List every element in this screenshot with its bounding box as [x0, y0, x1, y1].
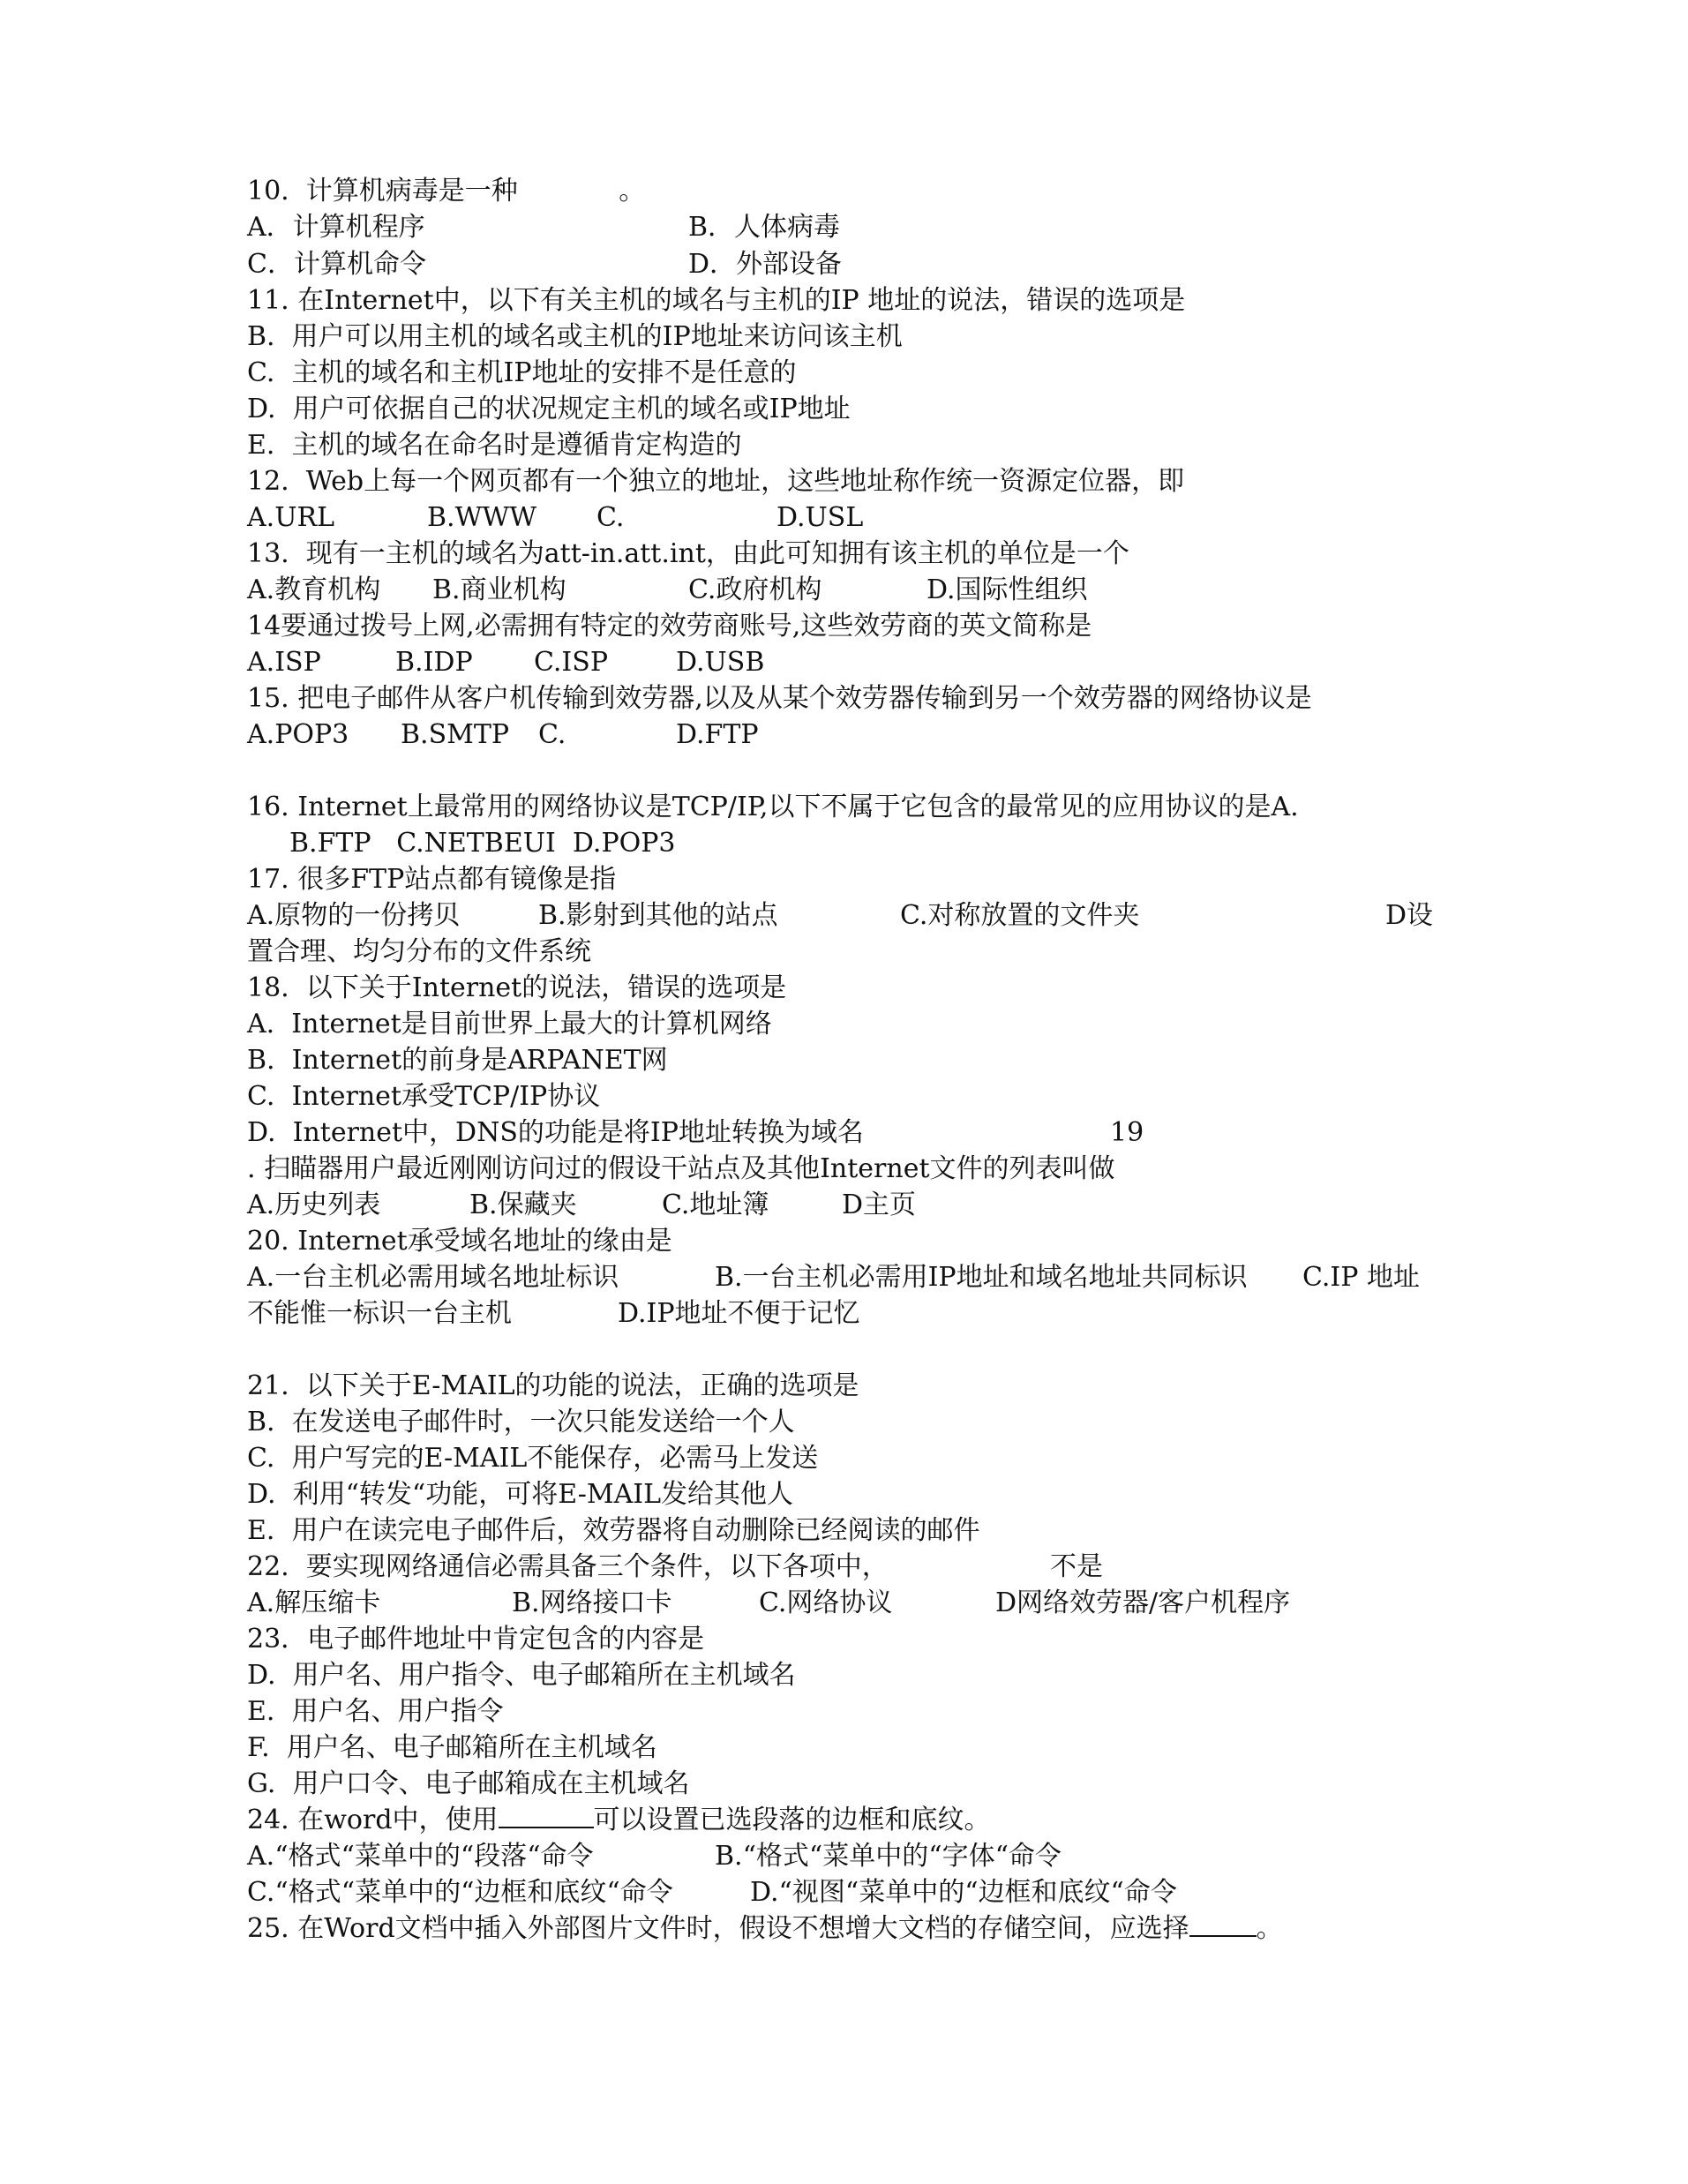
q24-option-d: D.“视图“菜单中的“边框和底纹“命令: [750, 1877, 1177, 1908]
q15-stem: 15. 把电子邮件从客户机传输到效劳器,以及从某个效劳器传输到另一个效劳器的网络协议是: [247, 683, 1312, 714]
q12-option-b: B.WWW: [427, 502, 537, 533]
q21-option-e: E. 用户在读完电子邮件后，效劳器将自动删除已经阅读的邮件: [247, 1515, 980, 1546]
q18-option-b: B. Internet的前身是ARPANET网: [247, 1045, 668, 1076]
q18-option-c: C. Internet承受TCP/IP协议: [247, 1081, 601, 1112]
q13-option-a: A.教育机构: [247, 574, 381, 605]
q11-option-e: E. 主机的域名在命名时是遵循肯定构造的: [247, 430, 742, 461]
q18-option-d: D. Internet中，DNS的功能是将IP地址转换为域名: [247, 1117, 864, 1148]
q24-answer-blank: [499, 1827, 594, 1828]
q10-options-row2: [247, 247, 843, 282]
q17-stem: 17. 很多FTP站点都有镜像是指: [247, 864, 617, 895]
q17-option-d-continued: 置合理、均匀分布的文件系统: [247, 936, 591, 967]
q11-option-c: C. 主机的域名和主机IP地址的安排不是任意的: [247, 357, 797, 388]
q22-option-c: C.网络协议: [759, 1587, 893, 1618]
q25-stem-pre: 25. 在Word文档中插入外部图片文件时，假设不想增大文档的存储空间，应选择: [247, 1913, 1189, 1944]
q15-option-c: C.: [538, 719, 566, 750]
q23-option-e: E. 用户名、用户指令: [247, 1696, 504, 1727]
q22-option-b: B.网络接口卡: [512, 1587, 672, 1618]
q22-stem-row: [247, 1550, 1103, 1585]
q20-options-row2: [247, 1296, 860, 1332]
q19-option-c: C.地址簿: [662, 1190, 769, 1220]
q22-options: [247, 1586, 1291, 1621]
q10-option-b: B．人体病毒: [688, 212, 841, 243]
q11-stem: 11. 在Internet中，以下有关主机的域名与主机的IP 地址的说法，错误的选项是: [247, 285, 1186, 316]
q17-options: [247, 898, 1434, 934]
q10-option-d: D．外部设备: [688, 249, 843, 280]
q11-option-b: B. 用户可以用主机的域名或主机的IP地址来访问该主机: [247, 321, 903, 352]
q12-option-a: A.URL: [247, 502, 334, 533]
q25-stem-post: 。: [1256, 1913, 1283, 1944]
q12-option-c: C.: [596, 502, 625, 533]
q13-option-d: D.国际性组织: [927, 574, 1088, 605]
q18-stem: 18. 以下关于Internet的说法，错误的选项是: [247, 972, 787, 1003]
q23-option-f: F. 用户名、电子邮箱所在主机域名: [247, 1732, 657, 1763]
q23-stem: 23．电子邮件地址中肯定包含的内容是: [247, 1624, 705, 1655]
q19-option-a: A.历史列表: [247, 1190, 381, 1220]
q23-option-g: G. 用户口令、电子邮箱成在主机域名: [247, 1768, 690, 1799]
q23-option-d: D. 用户名、用户指令、电子邮箱所在主机域名: [247, 1660, 796, 1691]
q17-option-d: D设: [1385, 900, 1434, 931]
q22-option-a: A.解压缩卡: [247, 1587, 381, 1618]
q12-options: [247, 500, 864, 536]
q20-option-b: B.一台主机必需用IP地址和域名地址共同标识: [715, 1262, 1248, 1293]
q13-option-c: C.政府机构: [688, 574, 822, 605]
q24-options-row1: [247, 1839, 1062, 1874]
q20-option-c-continued: 不能惟一标识一台主机: [247, 1298, 512, 1329]
q24-option-b: B.“格式“菜单中的“字体“命令: [715, 1841, 1062, 1872]
q19-options: [247, 1188, 917, 1223]
q16-stem: 16. Internet上最常用的网络协议是TCP/IP,以下不属于它包含的最常见的应用协议的是A.: [247, 792, 1299, 822]
q24-option-a: A.“格式“菜单中的“段落“命令: [247, 1841, 594, 1872]
q18-option-a: A. Internet是目前世界上最大的计算机网络: [247, 1009, 772, 1039]
q11-option-d: D. 用户可依据自己的状况规定主机的域名或IP地址: [247, 394, 851, 424]
q13-option-b: B.商业机构: [432, 574, 566, 605]
q24-stem: [247, 1803, 991, 1838]
q12-stem: 12. Web上每一个网页都有一个独立的地址，这些地址称作统一资源定位器，即: [247, 466, 1185, 497]
q10-option-a: A．计算机程序: [247, 212, 425, 243]
q14-stem: 14要通过拨号上网,必需拥有特定的效劳商账号,这些效劳商的英文简称是: [247, 611, 1092, 642]
q24-stem-pre: 24. 在word中，使用: [247, 1805, 499, 1835]
q13-options: [247, 573, 1088, 608]
q10-option-c: C．计算机命令: [247, 249, 426, 280]
q15-option-d: D.FTP: [676, 719, 759, 750]
q10-options-row1: [247, 210, 841, 245]
q14-option-c: C.ISP: [534, 647, 609, 678]
q22-stem-tail: 不是: [1050, 1551, 1103, 1582]
q25-stem: [247, 1911, 1283, 1947]
q21-option-d: D. 利用“转发“功能，可将E-MAIL发给其他人: [247, 1479, 794, 1510]
q24-options-row2: [247, 1875, 1177, 1910]
q16-options: B.FTP C.NETBEUI D.POP3: [289, 828, 676, 859]
q19-option-b: B.保藏夹: [469, 1190, 577, 1220]
q24-stem-post: 可以设置已选段落的边框和底纹。: [593, 1805, 991, 1835]
q14-option-d: D.USB: [676, 647, 765, 678]
q14-options: [247, 645, 765, 680]
q18-option-d-row: [247, 1115, 1144, 1151]
q20-option-a: A.一台主机必需用域名地址标识: [247, 1262, 619, 1293]
q13-stem: 13. 现有一主机的域名为att-in.att.int，由此可知拥有该主机的单位是一个: [247, 538, 1129, 569]
q17-option-a: A.原物的一份拷贝: [247, 900, 461, 931]
q21-option-b: B. 在发送电子邮件时，一次只能发送给一个人: [247, 1407, 795, 1437]
q20-stem: 20. Internet承受域名地址的缘由是: [247, 1226, 672, 1257]
q21-option-c: C. 用户写完的E-MAIL不能保存，必需马上发送: [247, 1443, 819, 1474]
q17-option-b: B.影射到其他的站点: [538, 900, 778, 931]
q24-option-c: C.“格式“菜单中的“边框和底纹“命令: [247, 1877, 673, 1908]
q21-stem: 21. 以下关于E-MAIL的功能的说法，正确的选项是: [247, 1370, 859, 1401]
q15-option-b: B.SMTP: [401, 719, 510, 750]
q14-option-b: B.IDP: [395, 647, 473, 678]
q19-stem: . 扫瞄器用户最近刚刚访问过的假设干站点及其他Internet文件的列表叫做: [247, 1153, 1115, 1184]
q17-option-c: C.对称放置的文件夹: [900, 900, 1140, 931]
q20-option-c: C.IP 地址: [1302, 1262, 1420, 1293]
q19-option-d: D主页: [842, 1190, 917, 1220]
q22-option-d: D网络效劳器/客户机程序: [995, 1587, 1291, 1618]
q22-stem: 22. 要实现网络通信必需具备三个条件，以下各项中，: [247, 1551, 889, 1582]
q14-option-a: A.ISP: [247, 647, 321, 678]
q20-option-d: D.IP地址不便于记忆: [618, 1298, 860, 1329]
q25-answer-blank: [1189, 1935, 1257, 1937]
q10-stem: 10. 计算机病毒是一种 。: [247, 176, 646, 206]
q12-option-d: D.USL: [776, 502, 864, 533]
q15-option-a: A.POP3: [247, 719, 349, 750]
q15-options: [247, 717, 759, 753]
q20-options-row1: [247, 1260, 1420, 1295]
q19-number: 19: [1110, 1117, 1144, 1148]
